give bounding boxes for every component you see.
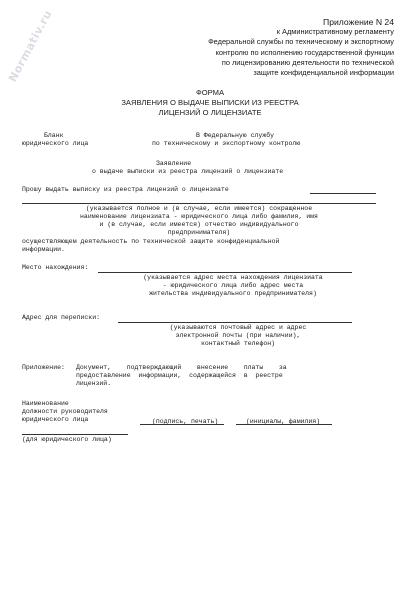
location-field[interactable]	[98, 272, 352, 273]
signatory-label: юридического лица	[22, 416, 89, 423]
licensee-hint: предпринимателя)	[167, 229, 231, 236]
attachment-text: лицензий.	[76, 380, 112, 387]
signatory-label: Наименование	[22, 400, 69, 407]
address-hint: (указываются почтовый адрес и адрес	[169, 324, 307, 331]
legal-entity-field[interactable]	[22, 434, 128, 435]
addressee: по техническому и экспортному контролю	[152, 140, 301, 147]
blank-label: юридического лица	[22, 140, 89, 147]
signature-hint: (подпись, печать)	[152, 418, 219, 425]
licensee-field[interactable]	[22, 203, 376, 204]
appendix-line: Федеральной службы по техническому и экспортному	[208, 37, 394, 47]
blank-label: Бланк	[44, 132, 64, 139]
appendix-line: контролю по исполнению государственной функции	[215, 47, 394, 57]
signatory-label: должности руководителя	[22, 408, 108, 415]
attachment-text: Документ, подтверждающий внесение платы за	[76, 364, 287, 371]
initials-hint: (инициалы, фамилия)	[246, 418, 321, 425]
location-hint: - юридического лица либо адрес места	[162, 282, 304, 289]
licensee-field[interactable]	[310, 193, 376, 194]
legal-entity-hint: (для юридического лица)	[22, 436, 112, 443]
appendix-line: по лицензированию деятельности по технической	[221, 57, 394, 67]
licensee-hint: и (в случае, если имеется) отчество индивидуального	[99, 221, 299, 228]
appendix-line: защите конфиденциальной информации	[253, 68, 394, 78]
licensee-hint: наименование лицензиата - юридического лица либо фамилия, имя	[80, 213, 318, 220]
watermark: Normativ.ru	[6, 7, 55, 85]
address-label: Адрес для переписки:	[22, 314, 101, 321]
statement-title: Заявление	[156, 160, 192, 167]
location-hint: жительства индивидуального предпринимателя)	[149, 290, 317, 297]
appendix-number: Приложение N 24	[323, 17, 394, 27]
form-title-line: ЗАЯВЛЕНИЯ О ВЫДАЧЕ ВЫПИСКИ ИЗ РЕЕСТРА	[121, 98, 299, 107]
form-title: ФОРМА	[195, 88, 225, 97]
activity-text: информации.	[22, 246, 65, 253]
appendix-header	[144, 17, 394, 78]
form-title-line: ЛИЦЕНЗИЙ О ЛИЦЕНЗИАТЕ	[158, 108, 262, 117]
attachment-label: Приложение:	[22, 364, 65, 371]
attachment-text: предоставление информации, содержащейся в реестре	[76, 372, 283, 379]
location-hint: (указывается адрес места нахождения лицензиата	[143, 274, 323, 281]
appendix-line: к Административному регламенту	[276, 27, 394, 37]
address-hint: контактный телефон)	[200, 340, 276, 347]
address-hint: электронной почты (при наличии),	[175, 332, 301, 339]
licensee-hint: (указывается полное и (в случае, если имеется) сокращенное	[85, 205, 313, 212]
addressee: В Федеральную службу	[196, 132, 275, 139]
activity-text: осуществляющем деятельность по технической защите конфиденциальной	[22, 238, 280, 245]
request-text: Прошу выдать выписку из реестра лицензий о лицензиате	[22, 186, 229, 193]
location-label: Место нахождения:	[22, 264, 89, 271]
statement-subtitle: о выдаче выписки из реестра лицензий о лицензиате	[92, 168, 284, 175]
address-field[interactable]	[118, 322, 352, 323]
